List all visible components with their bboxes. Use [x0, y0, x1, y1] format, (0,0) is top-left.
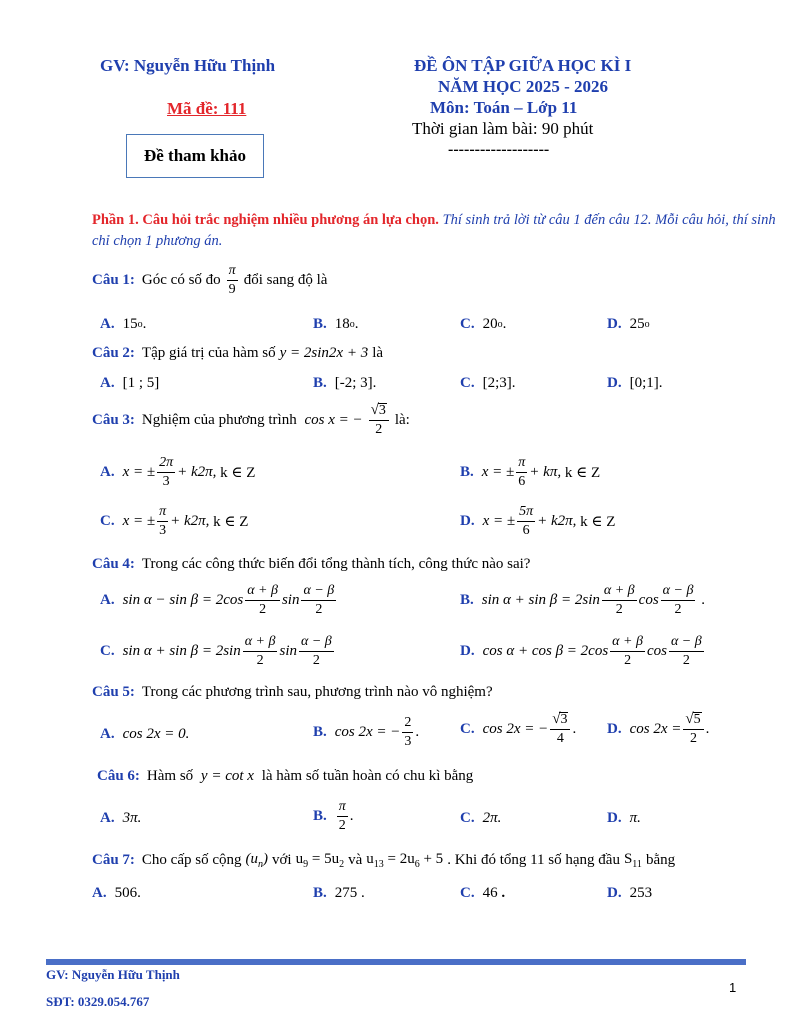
q2-label: Câu 2: [92, 345, 135, 361]
q3-label: Câu 3: [92, 411, 135, 428]
opt-letter: B. [313, 724, 327, 740]
opt-letter: C. [100, 513, 115, 529]
q1-num: π [227, 264, 238, 281]
q1-den: 9 [228, 282, 236, 297]
q5-text: Trong các phương trình sau, phương trình nào vô nghiệm? [141, 684, 493, 700]
q1-fraction [227, 264, 238, 297]
q1-d-value: 25 [629, 316, 645, 332]
footer-divider [46, 959, 746, 965]
time-limit: Thời gian làm bài: 90 phút [412, 119, 594, 138]
exam-code: Mã đề: 111 [167, 99, 247, 118]
q3-equation: cos x = − [300, 411, 363, 428]
q1-label: Câu 1: [92, 272, 135, 288]
q7-mid1: với [272, 852, 292, 868]
q2-b-value: [-2; 3]. [334, 375, 377, 391]
q2-pre: Tập giá trị của hàm số [141, 345, 276, 361]
q5-option-a[interactable]: A. cos 2x = 0. [100, 726, 190, 742]
reference-label: Đề tham khảo [143, 146, 246, 165]
q5-option-c[interactable]: C. cos 2x = − √ 3 4 . [460, 711, 577, 746]
q1-option-b[interactable]: B. 18 o . [313, 316, 359, 332]
opt-letter: C. [460, 720, 475, 737]
q1-a-value: 15 [122, 316, 138, 332]
q6-post: là hàm số tuần hoàn có chu kì bằng [261, 768, 474, 784]
opt-letter: C. [460, 810, 475, 826]
q4-option-d[interactable]: D. cos α + cos β = 2cos $\frac{\alpha + \beta}{2}$ cos $\frac{\alpha - \beta}{2}$ [460, 634, 702, 668]
q3-post: là: [394, 411, 410, 428]
q6-option-a[interactable]: A. 3π. [100, 810, 142, 826]
q1-pre: Góc có số đo [141, 272, 221, 288]
q6-expr: y = cot x [197, 768, 258, 784]
opt-letter: A. [100, 316, 115, 332]
title-divider: ------------------- [448, 141, 550, 158]
part1-note: Thí sinh trả lời từ câu 1 đến câu 12. Mỗi câu hỏi, thí sinh chỉ chọn 1 phương án. [92, 212, 776, 249]
q4-option-b[interactable]: B. sin α + sin β = 2sin $\frac{\alpha + \beta}{2}$ cos $\frac{\alpha - \beta}{2}$ . [460, 583, 705, 617]
q1-option-a[interactable]: A. 15 o . [100, 316, 147, 332]
opt-letter: A. [100, 810, 115, 826]
opt-letter: D. [607, 720, 622, 737]
opt-letter: D. [460, 643, 475, 659]
q7-cond1: $u_9 = 5u_2$ [295, 851, 345, 870]
q6-pre: Hàm số [146, 768, 194, 784]
q5-option-b[interactable]: B. cos 2x = − $\frac{2}{3}$ . [313, 715, 420, 749]
subject: Môn: Toán – Lớp 11 [430, 98, 578, 117]
q7-sequence: $(u_n)$ [245, 851, 268, 870]
question-1 [92, 264, 327, 297]
question-6 [97, 768, 473, 785]
opt-letter: D. [607, 316, 622, 332]
q7-option-c[interactable]: C. 46 . [460, 885, 506, 901]
part1-instruction [92, 210, 782, 252]
q2-option-c[interactable] [460, 375, 516, 392]
q5-option-d[interactable]: D. cos 2x = √ 5 2 . [607, 711, 710, 746]
opt-letter: B. [460, 464, 474, 480]
opt-letter: D. [460, 513, 475, 529]
question-2 [92, 345, 383, 362]
opt-letter: A. [100, 592, 115, 608]
q1-option-d[interactable]: D. 25 o [607, 316, 650, 332]
q2-option-b[interactable] [313, 375, 376, 392]
q1-b-value: 18 [334, 316, 350, 332]
q3-option-c[interactable]: C. x = ± $\frac{\pi}{3}$ + k2π, k ∈ Z [100, 504, 249, 538]
school-year: NĂM HỌC 2025 - 2026 [438, 77, 608, 96]
question-4 [92, 556, 530, 573]
q2-expr: y = 2sin2x + 3 [279, 345, 369, 361]
q6-option-d[interactable]: D. π. [607, 810, 641, 826]
exam-title: ĐỀ ÔN TẬP GIỮA HỌC KÌ I [414, 56, 632, 75]
q4-option-c[interactable]: C. sin α + sin β = 2sin $\frac{\alpha + \beta}{2}$ sin $\frac{\alpha - \beta}{2}$ [100, 634, 332, 668]
q3-fraction: √ 3 2 [369, 403, 389, 437]
footer-teacher: GV: Nguyễn Hữu Thịnh [46, 967, 180, 982]
question-7 [92, 851, 675, 870]
opt-letter: A. [100, 726, 115, 742]
opt-letter: A. [92, 885, 107, 901]
q6-option-c[interactable]: C. 2π. [460, 810, 502, 826]
q3-option-b[interactable]: B. x = ± $\frac{\pi}{6}$ + kπ, k ∈ Z [460, 455, 601, 489]
q7-d-value: 253 [629, 885, 653, 901]
opt-letter: A. [100, 464, 115, 480]
page-number: 1 [729, 980, 737, 995]
part1-heading: Phần 1. Câu hỏi trắc nghiệm nhiều phương án lựa chọn. [92, 212, 439, 228]
teacher-name: GV: Nguyễn Hữu Thịnh [100, 56, 276, 75]
q7-c-value: 46 [482, 885, 498, 901]
opt-letter: B. [313, 808, 327, 824]
q5-label: Câu 5: [92, 684, 135, 700]
q3-option-d[interactable]: D. x = ± $\frac{5\pi}{6}$ + k2π, k ∈ Z [460, 504, 616, 538]
opt-letter: A. [100, 375, 115, 391]
q7-mid2: và [348, 852, 363, 868]
footer-phone: SĐT: 0329.054.767 [46, 994, 150, 1009]
q1-option-c[interactable]: C. 20 o . [460, 316, 507, 332]
q7-pre: Cho cấp số cộng [141, 852, 242, 868]
opt-letter: B. [460, 592, 474, 608]
q6-option-b[interactable]: B. $\frac{\pi}{2}$ . [313, 799, 354, 833]
q2-a-value: [1 ; 5] [122, 375, 160, 391]
opt-letter: C. [100, 643, 115, 659]
q4-option-a[interactable]: A. sin α − sin β = 2cos $\frac{\alpha + \beta}{2}$ sin $\frac{\alpha - \beta}{2}$ [100, 583, 335, 617]
q1-c-value: 20 [482, 316, 498, 332]
q2-option-a[interactable] [100, 375, 159, 392]
opt-letter: D. [607, 810, 622, 826]
q3-option-a[interactable]: A. x = ± $\frac{2\pi}{3}$ + k2π, k ∈ Z [100, 455, 256, 489]
opt-letter: C. [460, 885, 475, 901]
q2-d-value: [0;1]. [629, 375, 663, 391]
question-5 [92, 684, 493, 701]
q7-option-a[interactable]: A. 506 . [92, 885, 141, 901]
q7-b-value: 275 [334, 885, 358, 901]
opt-letter: C. [460, 316, 475, 332]
q7-option-b[interactable]: B. 275 . [313, 885, 365, 901]
q1-post: đổi sang độ là [243, 272, 328, 288]
q7-post2: bằng [645, 852, 676, 868]
q7-post: . Khi đó tổng 11 số hạng đầu [447, 852, 620, 868]
q2-post: là [372, 345, 384, 361]
q7-label: Câu 7: [92, 852, 135, 868]
q2-c-value: [2;3]. [482, 375, 516, 391]
reference-box [126, 134, 264, 178]
q3-pre: Nghiệm của phương trình [141, 411, 297, 428]
opt-letter: D. [607, 375, 622, 391]
question-3 [92, 403, 410, 437]
q4-label: Câu 4: [92, 556, 135, 572]
q4-text: Trong các công thức biến đổi tổng thành tích, công thức nào sai? [141, 556, 531, 572]
opt-letter: C. [460, 375, 475, 391]
opt-letter: D. [607, 885, 622, 901]
q6-label: Câu 6: [97, 768, 140, 784]
opt-letter: B. [313, 375, 327, 391]
q7-sum: $S_{11}$ [623, 851, 642, 870]
q7-option-d[interactable] [607, 885, 652, 902]
opt-letter: B. [313, 316, 327, 332]
q7-cond2: $u_{13} = 2u_6 + 5$ [366, 851, 444, 870]
q7-a-value: 506 [114, 885, 138, 901]
q2-option-d[interactable] [607, 375, 663, 392]
opt-letter: B. [313, 885, 327, 901]
